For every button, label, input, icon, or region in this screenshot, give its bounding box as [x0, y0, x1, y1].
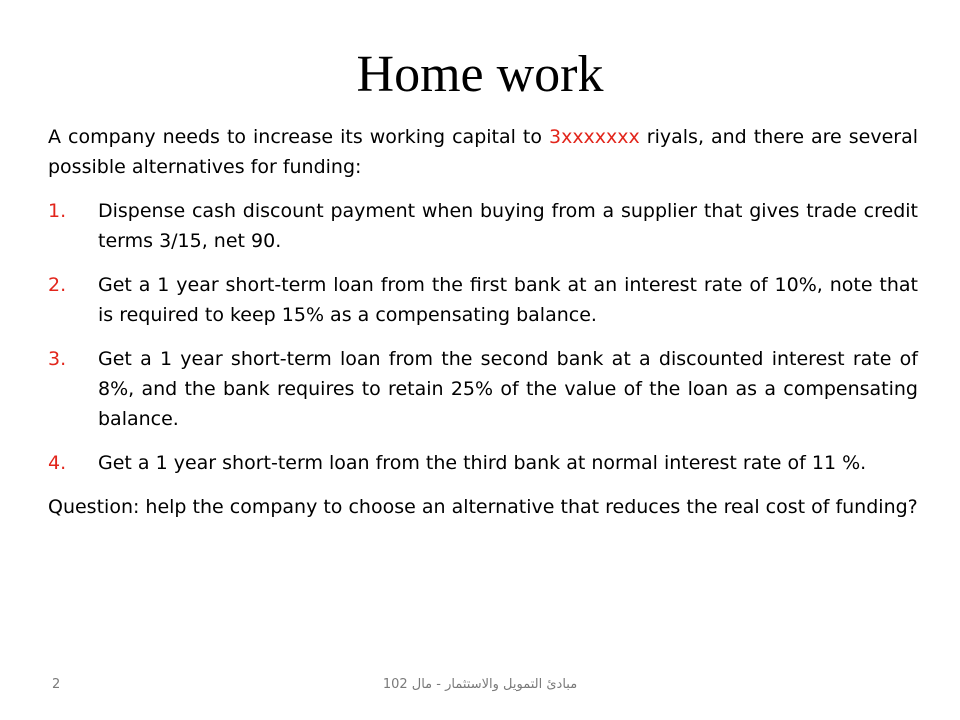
- page-number: 2: [52, 677, 61, 692]
- intro-text-after: riyals, and there are several possible alternatives for funding:: [48, 126, 918, 178]
- list-item-text: Dispense cash discount payment when buying from a supplier that gives trade credit terms 3/15, net 90.: [98, 200, 918, 252]
- list-item-text: Get a 1 year short-term loan from the first bank at an interest rate of 10%, note that is required to keep 15% as a compensating balance.: [98, 274, 918, 326]
- list-item-text: Get a 1 year short-term loan from the third bank at normal interest rate of 11 %.: [98, 452, 867, 474]
- list-item-text: Get a 1 year short-term loan from the second bank at a discounted interest rate of 8%, and the bank requires to retain 25% of the value of the loan as a compensating balance.: [98, 348, 918, 430]
- list-item: [48, 344, 918, 434]
- list-item: [48, 448, 918, 478]
- list-item: [48, 196, 918, 256]
- alternatives-list: [48, 196, 918, 478]
- list-item-number: 2.: [48, 274, 67, 296]
- list-item-number: 3.: [48, 348, 67, 370]
- intro-paragraph: [48, 122, 918, 182]
- intro-text-before: A company needs to increase its working capital to: [48, 126, 549, 148]
- slide-title: Home work: [356, 46, 604, 103]
- list-item: [48, 270, 918, 330]
- list-item-number: 4.: [48, 452, 67, 474]
- course-name: مبادئ التمويل والاستثمار - مال 102: [382, 677, 578, 692]
- list-item-number: 1.: [48, 200, 67, 222]
- slide-footer: [0, 675, 960, 699]
- intro-amount: 3xxxxxxx: [548, 126, 640, 148]
- slide-body: [48, 122, 918, 522]
- question-paragraph: Question: help the company to choose an alternative that reduces the real cost of funding?: [48, 496, 918, 518]
